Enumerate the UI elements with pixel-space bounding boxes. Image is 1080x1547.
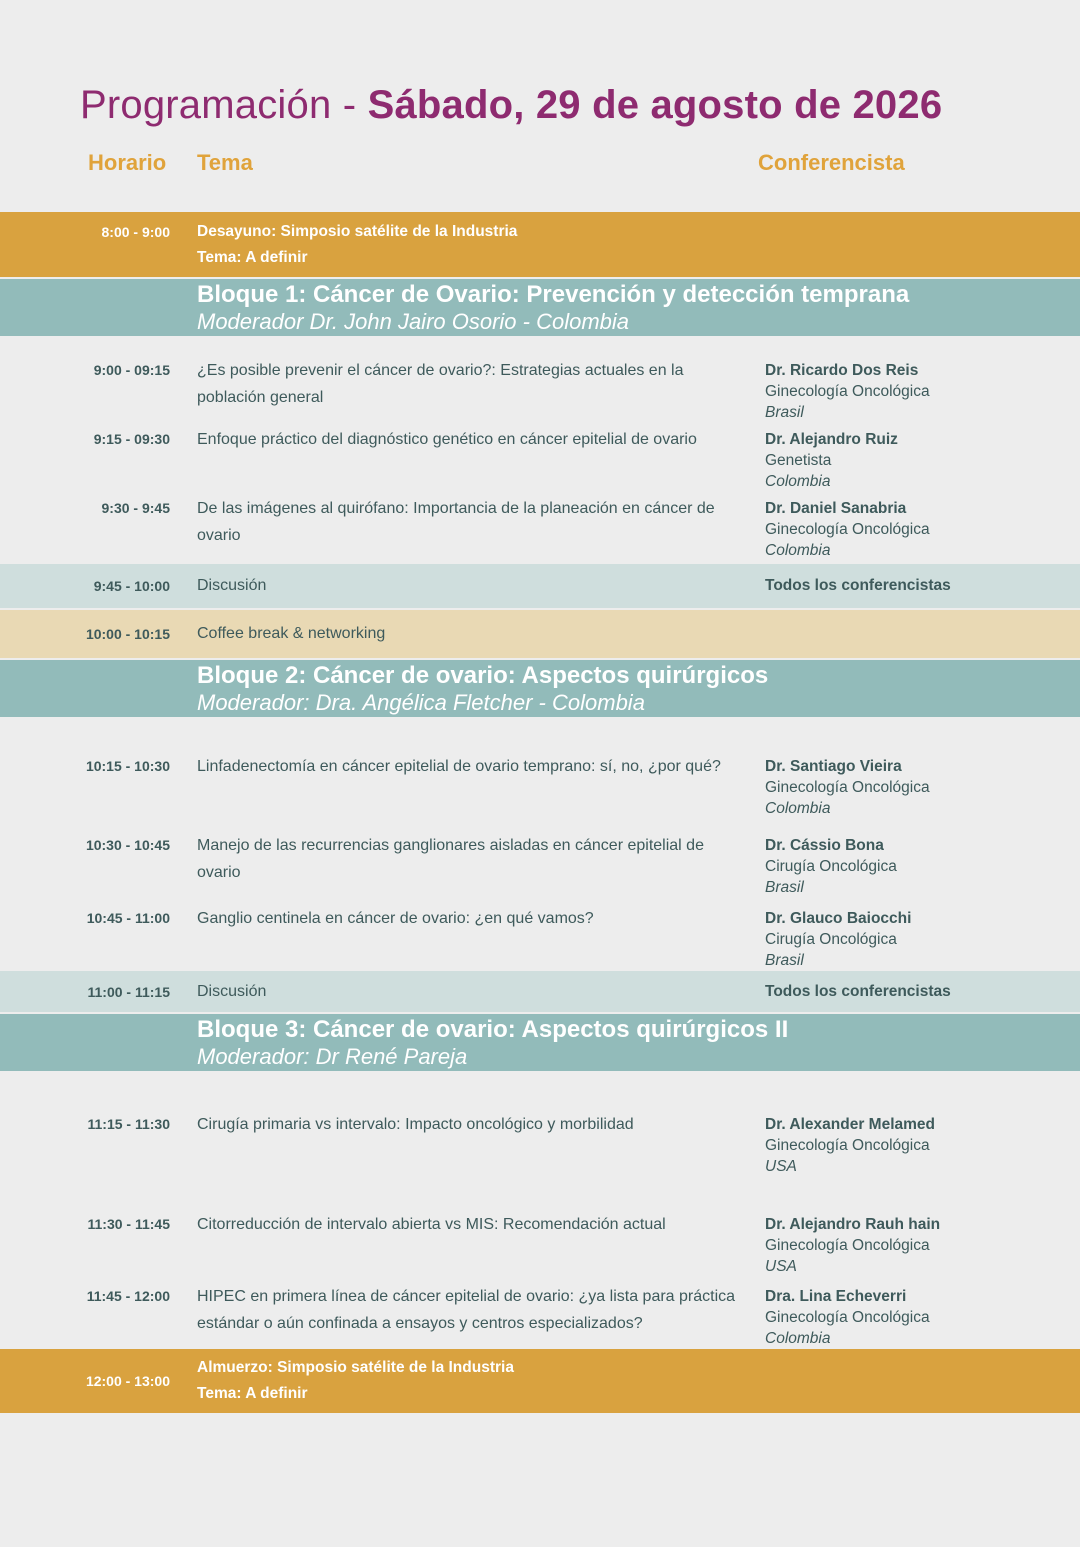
column-header-horario: Horario [88,150,167,175]
speaker-country: Brasil [765,952,804,969]
speaker-name: Dr. Cássio Bona [765,837,884,854]
speaker-cell [765,426,1080,495]
discussion-row [0,564,1080,608]
speaker-specialty: Ginecología Oncológica [765,1137,930,1154]
speaker-name: Dr. Daniel Sanabria [765,500,907,517]
speaker-name: Dr. Glauco Baiocchi [765,910,912,927]
speaker-specialty: Ginecología Oncológica [765,521,930,538]
speaker-specialty: Ginecología Oncológica [765,1237,930,1254]
speaker-specialty: Genetista [765,452,832,469]
time-slot: 12:00 - 13:00 [85,1373,170,1389]
speaker-country: USA [765,1258,797,1275]
time-slot: 9:15 - 09:30 [93,431,170,447]
time-slot: 8:00 - 9:00 [101,224,170,240]
block-header-row [0,1014,1080,1071]
speaker-cell [765,753,1080,832]
meal-break-lines [197,1355,514,1407]
coffee-label: Coffee break & networking [197,625,386,642]
speaker-specialty: Cirugía Oncológica [765,858,897,875]
block-title: Bloque 2: Cáncer de ovario: Aspectos quirúrgicos [197,661,769,689]
block-title: Bloque 3: Cáncer de ovario: Aspectos quirúrgicos II [197,1015,789,1043]
speaker-cell [765,357,1080,426]
talk-row [0,426,1080,495]
page-title-date: Sábado, 29 de agosto de 2026 [367,83,943,127]
speaker-name: Dr. Ricardo Dos Reis [765,362,919,379]
block-header-row [0,279,1080,336]
schedule [0,212,1080,1413]
speaker-name: Dra. Lina Echeverri [765,1288,907,1305]
time-slot: 11:00 - 11:15 [87,983,170,1000]
speaker-cell [765,832,1080,905]
speaker-specialty: Ginecología Oncológica [765,779,930,796]
speaker-country: Colombia [765,1330,831,1347]
talk-topic: Ganglio centinela en cáncer de ovario: ¿en qué vamos? [197,910,594,927]
column-headers [0,150,1080,176]
time-slot: 10:30 - 10:45 [85,837,170,853]
time-slot: 10:15 - 10:30 [85,758,170,774]
time-slot: 11:30 - 11:45 [87,1216,170,1232]
speaker-country: Brasil [765,404,804,421]
meal-break-line: Tema: A definir [197,1385,308,1402]
speaker-country: Colombia [765,473,831,490]
time-slot: 9:30 - 9:45 [101,500,170,516]
talk-topic: Manejo de las recurrencias ganglionares aisladas en cáncer epitelial de ovario [197,837,704,881]
talk-row [0,905,1080,971]
meal-break-line: Tema: A definir [197,249,308,266]
speaker-country: Brasil [765,879,804,896]
speaker-cell [765,1211,1080,1283]
page-title-prefix: Programación - [80,83,368,127]
speaker-name: Dr. Santiago Vieira [765,758,902,775]
speaker-cell [765,495,1080,564]
discussion-row [0,971,1080,1012]
block-moderator: Moderador: Dr René Pareja [197,1043,468,1069]
talk-topic: Cirugía primaria vs intervalo: Impacto oncológico y morbilidad [197,1116,634,1133]
time-slot: 10:45 - 11:00 [86,910,170,926]
coffee-break-row [0,610,1080,658]
speaker-specialty: Ginecología Oncológica [765,1309,930,1326]
speaker-specialty: Ginecología Oncológica [765,383,930,400]
speaker-specialty: Cirugía Oncológica [765,931,897,948]
discussion-label: Discusión [197,577,267,594]
block-header-row [0,660,1080,717]
page-title [80,82,1080,128]
speaker-name: Dr. Alejandro Ruiz [765,431,898,448]
block-moderator: Moderador: Dra. Angélica Fletcher - Colombia [197,689,645,715]
meal-break-row [0,1349,1080,1413]
talk-topic: Linfadenectomía en cáncer epitelial de ovario temprano: sí, no, ¿por qué? [197,758,721,775]
talk-row [0,1283,1080,1349]
discussion-label: Discusión [197,982,267,1000]
talk-topic: Citorreducción de intervalo abierta vs MIS: Recomendación actual [197,1216,666,1233]
time-slot: 9:45 - 10:00 [93,578,170,594]
talk-topic: ¿Es posible prevenir el cáncer de ovario?: Estrategias actuales en la población general [197,362,684,406]
talk-row [0,1211,1080,1283]
column-header-tema: Tema [197,150,253,175]
talk-topic: De las imágenes al quirófano: Importancia de la planeación en cáncer de ovario [197,500,715,544]
speaker-cell [765,1283,1080,1349]
talk-row [0,753,1080,832]
speaker-cell [765,905,1080,971]
speaker-country: USA [765,1158,797,1175]
discussion-speakers: Todos los conferencistas [765,982,951,1000]
speaker-name: Dr. Alexander Melamed [765,1116,935,1133]
block-moderator: Moderador Dr. John Jairo Osorio - Colombia [197,308,630,334]
talk-row [0,357,1080,426]
talk-row [0,832,1080,905]
discussion-speakers: Todos los conferencistas [765,577,951,594]
time-slot: 11:15 - 11:30 [87,1116,170,1132]
speaker-cell [765,1111,1080,1211]
talk-row [0,495,1080,564]
time-slot: 10:00 - 10:15 [85,626,170,642]
meal-break-row [0,212,1080,277]
speaker-name: Dr. Alejandro Rauh hain [765,1216,941,1233]
time-slot: 11:45 - 12:00 [86,1288,170,1304]
talk-row [0,1111,1080,1211]
column-header-conferencista: Conferencista [758,150,905,175]
block-title: Bloque 1: Cáncer de Ovario: Prevención y detección temprana [197,280,910,308]
talk-topic: HIPEC en primera línea de cáncer epitelial de ovario: ¿ya lista para práctica estándar o aún confinada a ensayos y centros especializados? [197,1288,736,1332]
talk-topic: Enfoque práctico del diagnóstico genético en cáncer epitelial de ovario [197,431,697,448]
meal-break-line: Desayuno: Simposio satélite de la Industria [197,223,518,240]
speaker-country: Colombia [765,800,831,817]
speaker-country: Colombia [765,542,831,559]
meal-break-line: Almuerzo: Simposio satélite de la Industria [197,1359,514,1376]
time-slot: 9:00 - 09:15 [93,362,170,378]
meal-break-lines [197,219,517,271]
